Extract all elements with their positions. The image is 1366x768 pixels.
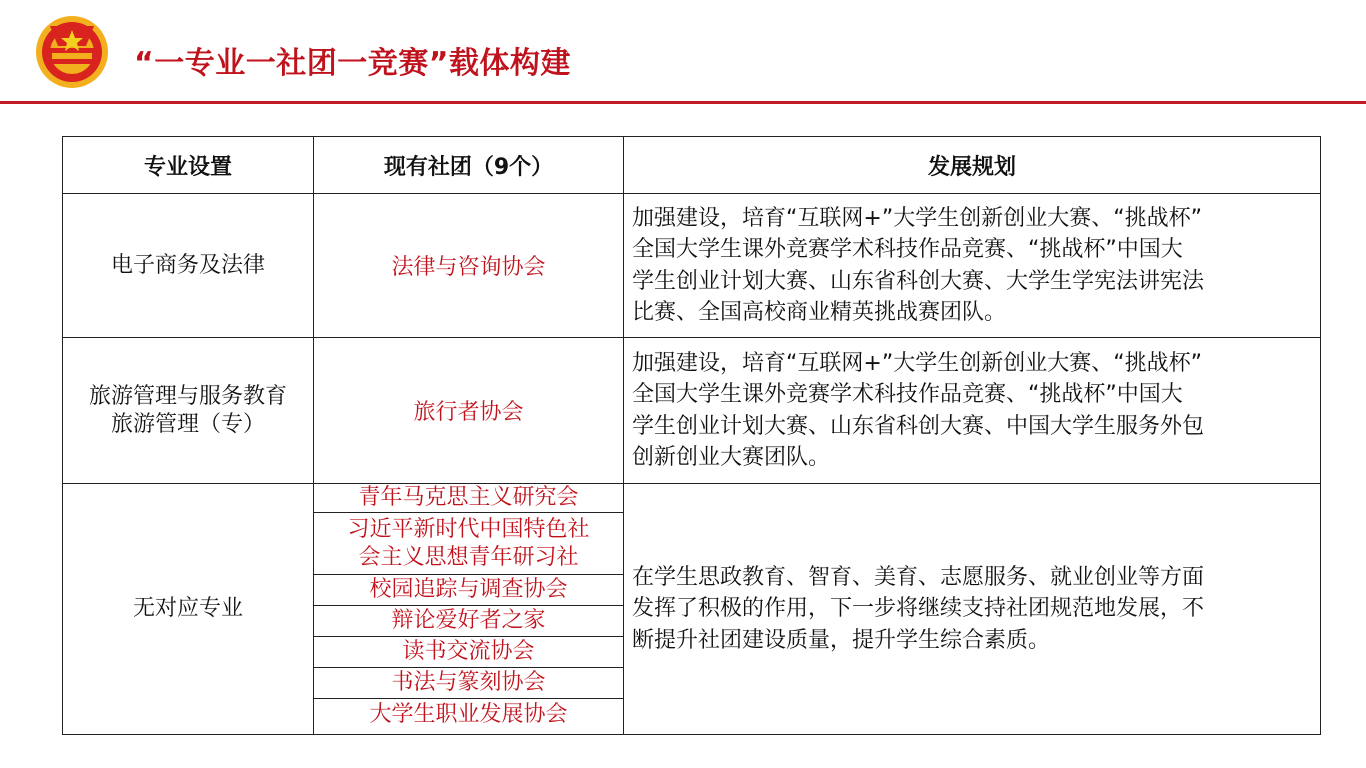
plan-line: 在学生思政教育、智育、美育、志愿服务、就业创业等方面: [632, 564, 1205, 590]
plan-line: 比赛、全国高校商业精英挑战赛团队。: [632, 300, 1007, 325]
club-name-text: 大学生职业发展协会: [369, 701, 568, 727]
club-cell: [314, 194, 624, 338]
table-header-row: [63, 137, 1321, 194]
plan-line: 学生创业计划大赛、山东省科创大赛、大学生学宪法讲宪法: [632, 268, 1205, 294]
club-name: 旅行者协会: [413, 400, 524, 425]
club-name: [314, 668, 623, 699]
major-cell: [63, 338, 314, 484]
club-name: [314, 575, 623, 606]
plan-line: 发挥了积极的作用，下一步将继续支持社团规范地发展，不: [632, 596, 1205, 622]
club-name: [314, 513, 623, 575]
plan-line: 加强建设，培育“互联网+”大学生创新创业大赛、“挑战杯”: [632, 205, 1203, 231]
plan-line: 全国大学生课外竞赛学术科技作品竞赛、“挑战杯”中国大: [632, 237, 1183, 262]
club-name-text: 书法与篆刻协会: [391, 670, 546, 695]
club-name-text: 校园追踪与调查协会: [369, 577, 568, 602]
major-name: 旅游管理（专）: [110, 411, 265, 437]
club-name-text: 会主义思想青年研习社: [358, 544, 579, 570]
major-cell: [63, 194, 314, 338]
header-plan: 发展规划: [624, 137, 1321, 194]
club-name: [314, 484, 623, 513]
plan-table: [62, 136, 1321, 735]
plan-line: 加强建设，培育“互联网+”大学生创新创业大赛、“挑战杯”: [632, 350, 1203, 376]
table-row: [63, 338, 1321, 484]
club-name-text: 习近平新时代中国特色社: [347, 516, 590, 542]
club-name-text: 读书交流协会: [402, 639, 535, 664]
title-divider: [0, 101, 1366, 104]
plan-line: 全国大学生课外竞赛学术科技作品竞赛、“挑战杯”中国大: [632, 382, 1183, 407]
club-name: [314, 637, 623, 668]
club-name: 法律与咨询协会: [391, 255, 546, 280]
header-clubs: 现有社团（9个）: [314, 137, 624, 194]
header-major: 专业设置: [63, 137, 314, 194]
plan-cell: [624, 194, 1321, 338]
plan-line: 创新创业大赛团队。: [632, 445, 831, 470]
plan-cell: [624, 338, 1321, 484]
major-cell: [63, 484, 314, 735]
table-row: [63, 484, 1321, 735]
club-list-cell: [314, 484, 624, 735]
table-row: [63, 194, 1321, 338]
club-name-text: 青年马克思主义研究会: [358, 485, 579, 510]
plan-line: 学生创业计划大赛、山东省科创大赛、中国大学生服务外包: [632, 413, 1205, 439]
club-name: [314, 606, 623, 637]
major-name: 旅游管理与服务教育: [88, 383, 287, 409]
plan-cell: [624, 484, 1321, 735]
club-cell: [314, 338, 624, 484]
major-name: 电子商务及法律: [110, 252, 265, 278]
slide-title: “一专业一社团一竞赛”载体构建: [134, 46, 571, 81]
major-name: 无对应专业: [132, 596, 243, 621]
club-name: [314, 699, 623, 730]
club-name-text: 辩论爱好者之家: [391, 608, 546, 633]
plan-line: 断提升社团建设质量，提升学生综合素质。: [632, 627, 1051, 653]
club-list: [314, 484, 623, 730]
league-emblem-icon: [28, 6, 116, 94]
